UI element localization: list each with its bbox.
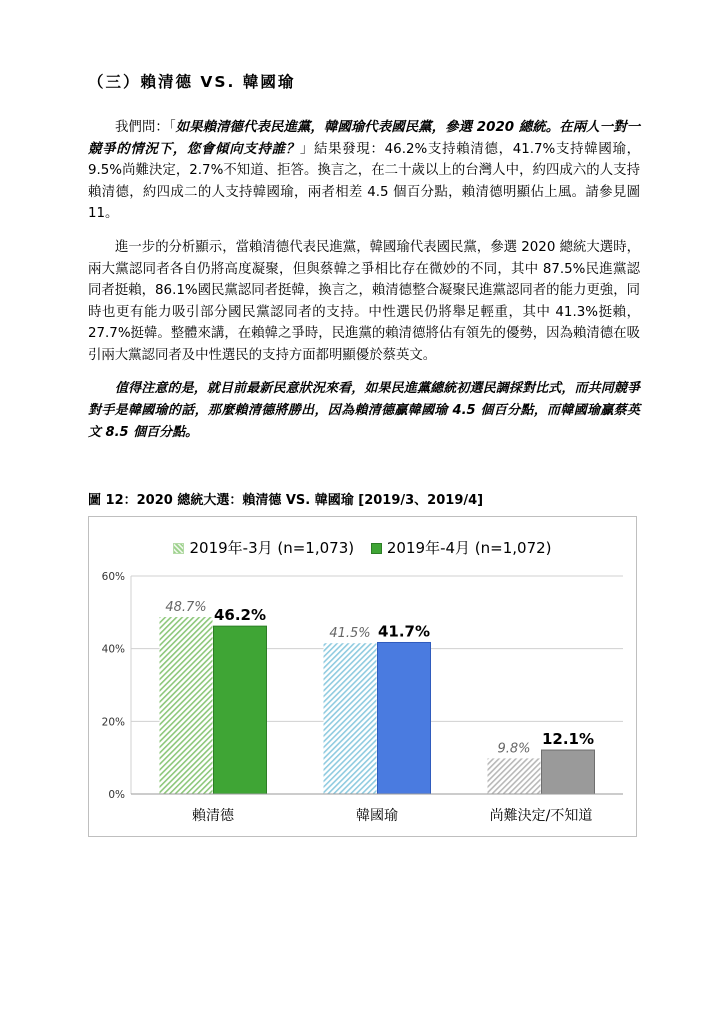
- legend-label-april: 2019年-4月 (n=1,072): [386, 539, 552, 557]
- data-label: 41.5%: [329, 626, 371, 642]
- bar-april: [378, 642, 431, 794]
- data-label: 46.2%: [213, 606, 267, 625]
- paragraph-1-lead: 我們問：「: [115, 120, 176, 135]
- bar-april: [214, 626, 267, 794]
- bar-march: [488, 758, 541, 794]
- bar-march: [160, 617, 213, 794]
- x-category-label: 尚難決定/不知道: [489, 808, 593, 824]
- x-category-label: 賴清德: [192, 808, 234, 824]
- chart-plot: [89, 517, 638, 838]
- y-tick-label: 20%: [101, 716, 125, 729]
- data-label: 12.1%: [541, 730, 595, 749]
- bar-march: [324, 643, 377, 794]
- section-title: （三）賴清德 VS. 韓國瑜: [88, 73, 296, 91]
- data-label: 48.7%: [165, 600, 207, 616]
- y-tick-label: 40%: [101, 643, 125, 656]
- data-label: 9.8%: [497, 741, 531, 757]
- bar-april: [542, 750, 595, 794]
- y-tick-label: 0%: [108, 789, 125, 801]
- bar-chart: [88, 516, 637, 837]
- figure-caption: 圖 12：2020 總統大選：賴清德 VS. 韓國瑜 [2019/3、2019/4]: [88, 493, 484, 508]
- paragraph-3-emphasis: 值得注意的是，就目前最新民意狀況來看，如果民進黨總統初選民調採對比式，而共同競爭對手是韓國瑜的話，那麼賴清德將勝出，因為賴清德贏韓國瑜 4.5 個百分點，而韓國瑜贏蔡英文 8.5 個百分點。: [88, 381, 640, 440]
- survey-question: 如果賴清德代表民進黨，韓國瑜代表國民黨，參選 2020 總統。在兩人一對一競爭的情況下，您會傾向支持誰？: [88, 120, 640, 157]
- data-label: 41.7%: [377, 622, 431, 641]
- paragraph-2: 進一步的分析顯示，當賴清德代表民進黨，韓國瑜代表國民黨，參選 2020 總統大選時，兩大黨認同者各自仍將高度凝聚，但與蔡韓之爭相比存在微妙的不同，其中 87.5%民進黨認同者挺賴，86.1%國民黨認同者挺韓，換言之，賴清德整合凝聚民進黨認同者的能力更強，同時也更有能力吸引部分國民黨認同者的支持。中性選民仍將舉足輕重，其中 41.3%挺賴，27.7%挺韓。整體來講，在賴韓之爭時，民進黨的賴清德將佔有領先的優勢，因為賴清德在吸引兩大黨認同者及中性選民的支持方面都明顯優於蔡英文。: [88, 240, 640, 363]
- y-tick-label: 60%: [101, 571, 125, 583]
- legend-label-march: 2019年-3月 (n=1,073): [189, 539, 355, 557]
- paragraph-1: [88, 117, 640, 225]
- x-category-label: 韓國瑜: [356, 808, 398, 824]
- paragraph-1-rest: 」結果發現：46.2%支持賴清德，41.7%支持韓國瑜，9.5%尚難決定，2.7%不知道、拒答。換言之，在二十歲以上的台灣人中，約四成六的人支持賴清德，約四成二的人支持韓國瑜，兩者相差 4.5 個百分點，賴清德明顯佔上風。請參見圖 11。: [88, 141, 641, 221]
